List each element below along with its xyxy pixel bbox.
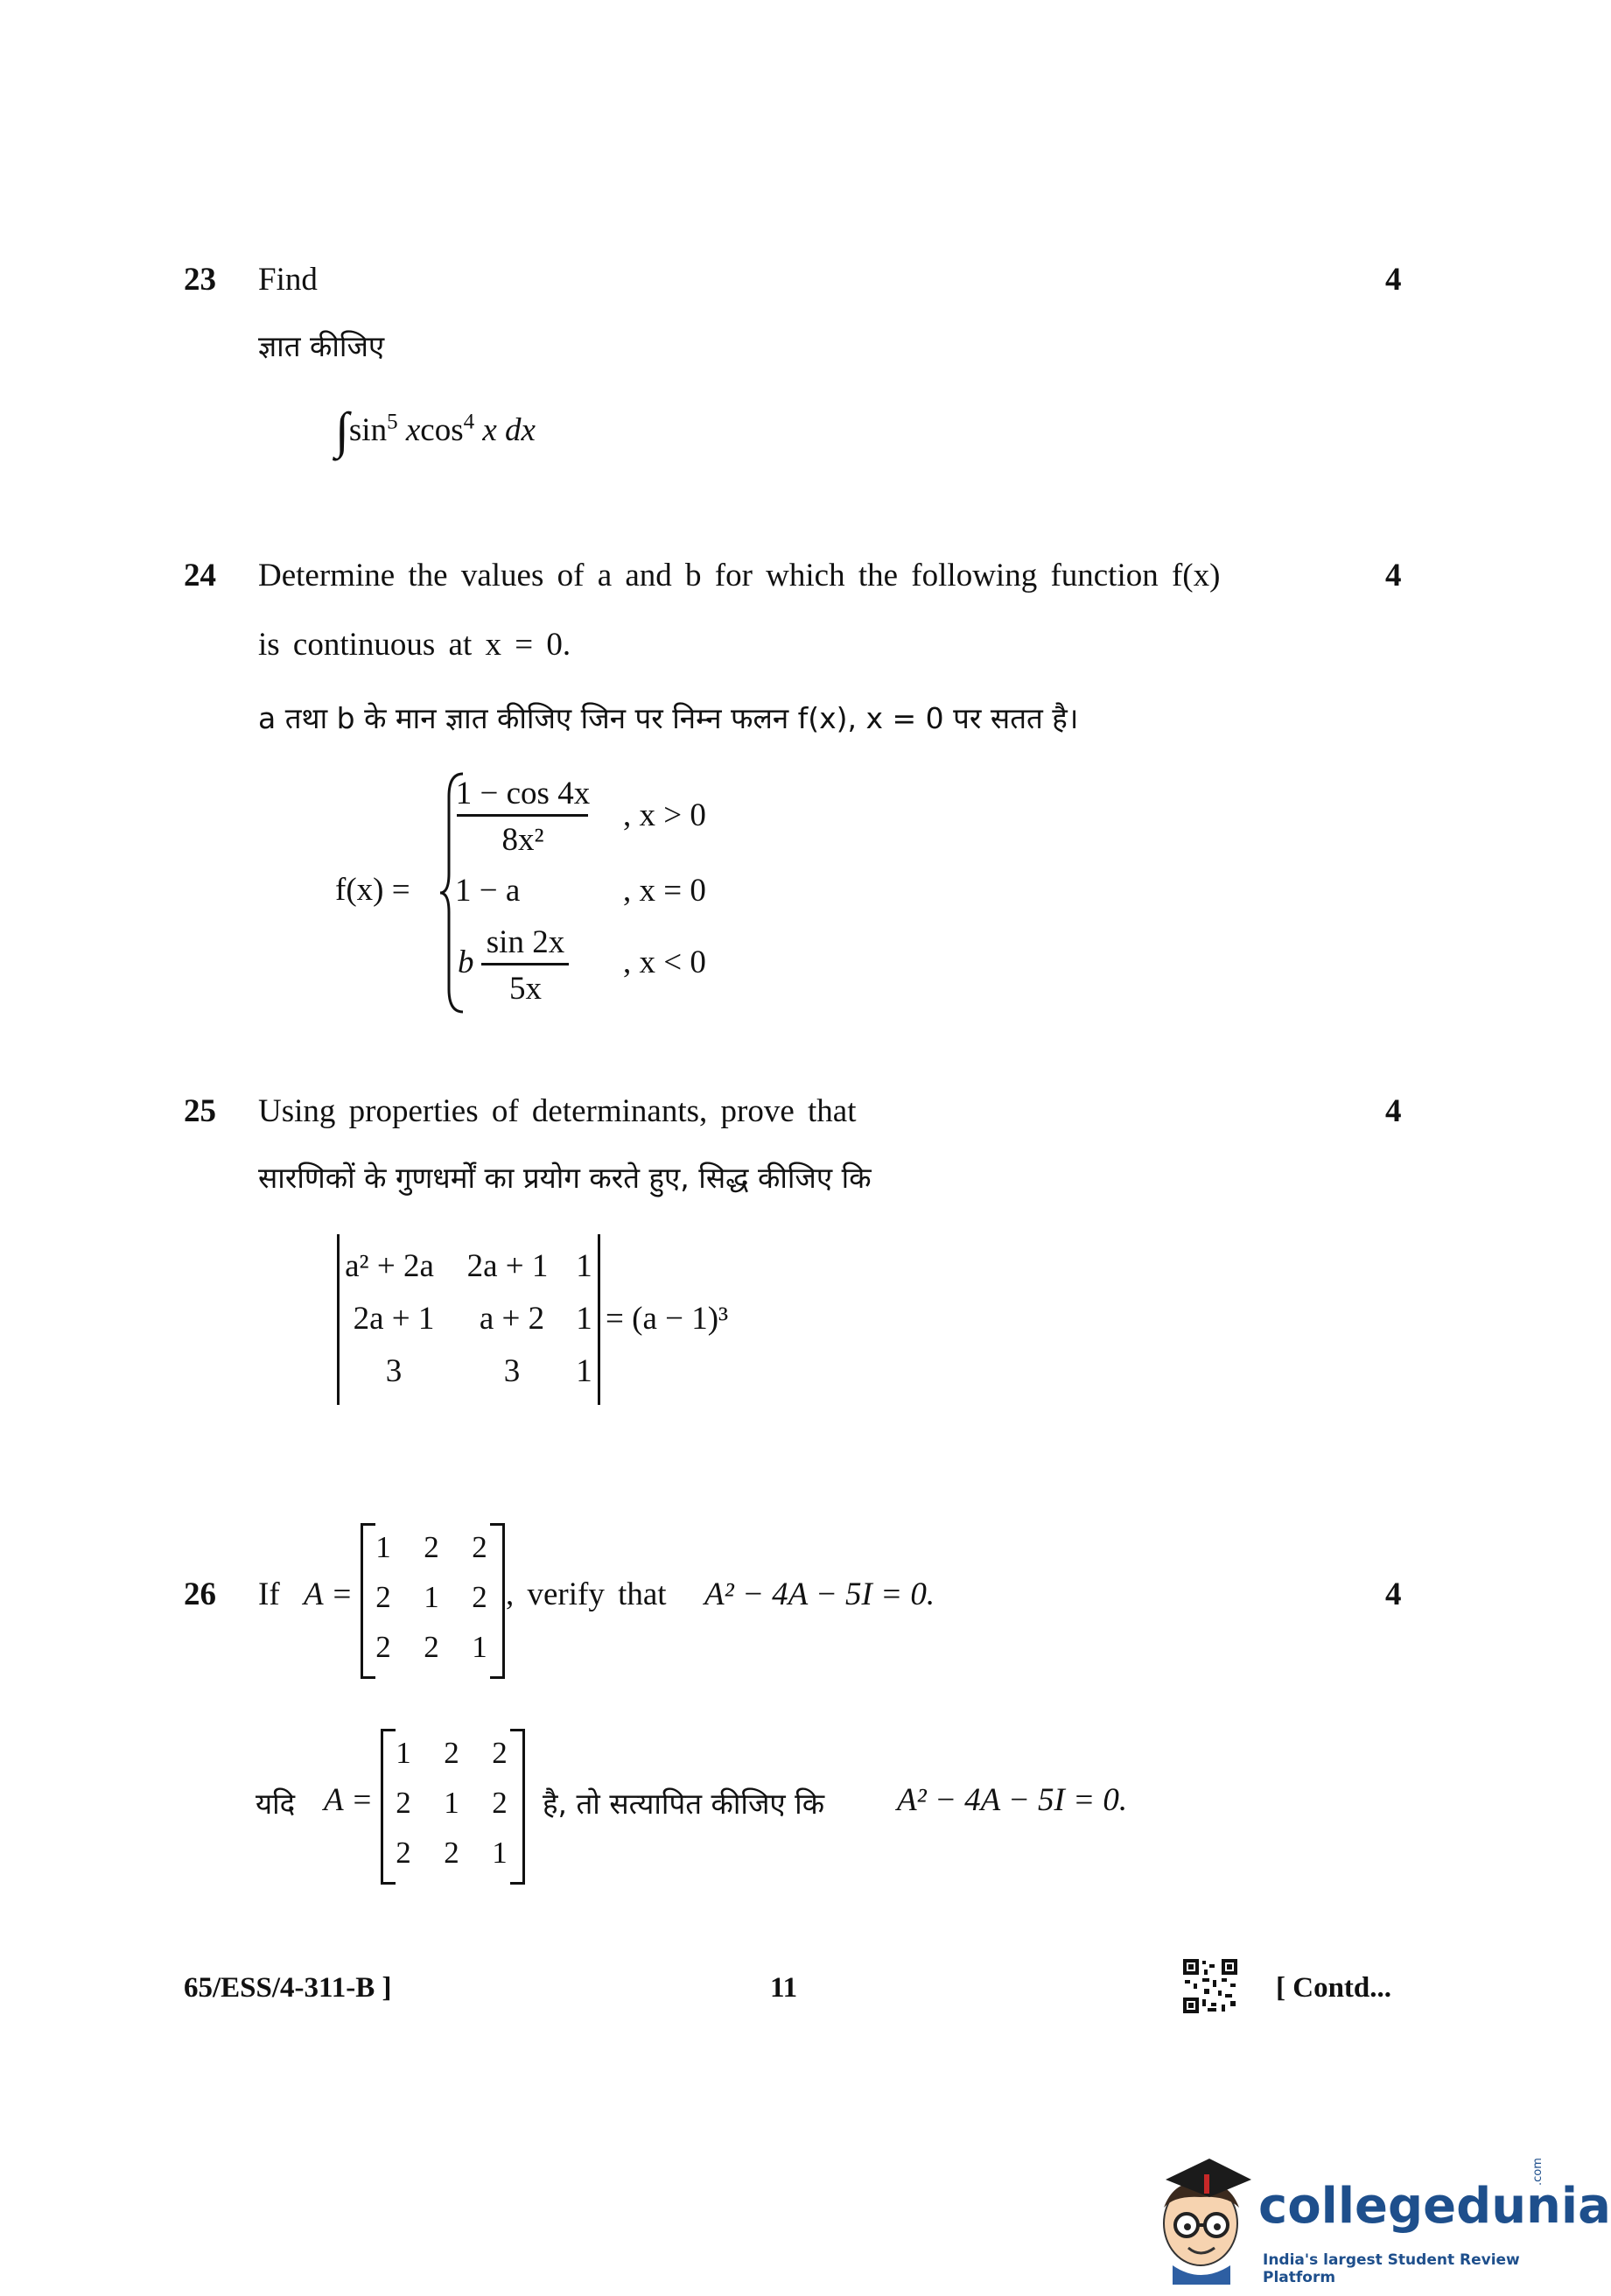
brand-tagline: India's largest Student Review Platform: [1263, 2251, 1520, 2286]
case1-condition: , x > 0: [623, 797, 706, 833]
matrix-cell: 2: [444, 1836, 459, 1870]
q26-hi-a-eq: A =: [324, 1782, 374, 1818]
matrix-cell: 2: [472, 1530, 487, 1564]
case3-fraction-bar: [481, 963, 569, 965]
qr-code-icon: [1183, 1959, 1237, 2013]
matrix-cell: 1: [472, 1630, 487, 1664]
q23-integral: $\int\sin^5$ xcos$^4$ x dx: [335, 402, 536, 459]
q26-hi-if: यदि: [256, 1787, 296, 1821]
matrix-cell: 2: [424, 1530, 439, 1564]
matrix-cell: 1: [492, 1836, 508, 1870]
matrix-cell: 2: [396, 1786, 411, 1820]
det-cell: 3: [503, 1353, 521, 1389]
brand-suffix: .com: [1531, 2158, 1544, 2186]
case2-condition: , x = 0: [623, 873, 706, 909]
q26-verify-text: , verify that: [506, 1576, 667, 1612]
determinant-left-bar: [337, 1234, 340, 1405]
matrix-cell: 2: [375, 1580, 391, 1614]
det-cell: 1: [576, 1353, 592, 1389]
matrix-cell: 2: [492, 1736, 508, 1770]
matrix-cell: 2: [424, 1630, 439, 1664]
case1-numerator: 1 − cos 4x: [455, 776, 591, 811]
question-number-26: 26: [184, 1576, 216, 1612]
q23-marks: 4: [1385, 262, 1402, 298]
matrix-cell: 2: [444, 1736, 459, 1770]
case2-value: 1 − a: [455, 873, 521, 909]
case1-denominator: 8x²: [501, 822, 544, 858]
det-cell: a² + 2a: [345, 1248, 434, 1284]
det-cell: 2a + 1: [353, 1301, 435, 1337]
matrix-cell: 2: [472, 1580, 487, 1614]
matrix-cell: 2: [375, 1630, 391, 1664]
q24-text-en-line2: is continuous at x = 0.: [258, 627, 571, 663]
det-rhs: = (a − 1)³: [606, 1301, 729, 1337]
paper-code: 65/ESS/4-311-B ]: [184, 1972, 392, 2004]
matrix-cell: 1: [396, 1736, 411, 1770]
q26-marks: 4: [1385, 1576, 1402, 1612]
q26-hi-equation: A² − 4A − 5I = 0.: [897, 1782, 1128, 1818]
matrix-cell: 1: [444, 1786, 459, 1820]
brand-name: collegedunia: [1258, 2178, 1611, 2235]
case3-coefficient: b: [458, 944, 474, 980]
matrix-cell: 2: [492, 1786, 508, 1820]
q24-text-hi: a तथा b के मान ज्ञात कीजिए जिन पर निम्न फलन f(x), x = 0 पर सतत है।: [258, 701, 1079, 735]
case3-condition: , x < 0: [623, 944, 706, 980]
matrix-cell: 1: [375, 1530, 391, 1564]
q23-text-en: Find: [258, 262, 318, 298]
det-cell: 1: [576, 1248, 592, 1284]
question-number-23: 23: [184, 262, 216, 298]
q24-fx-label: f(x) =: [335, 872, 410, 908]
q25-marks: 4: [1385, 1093, 1402, 1129]
det-cell: 1: [576, 1301, 592, 1337]
q24-text-en-line1: Determine the values of a and b for which the following function f(x): [258, 558, 1221, 593]
det-cell: 3: [385, 1353, 403, 1389]
q25-text-en: Using properties of determinants, prove that: [258, 1093, 857, 1129]
q26-equation: A² − 4A − 5I = 0.: [704, 1576, 935, 1612]
question-number-24: 24: [184, 558, 216, 593]
q26-if: If: [258, 1576, 280, 1612]
case1-fraction-bar: [457, 814, 588, 817]
continued-label: [ Contd...: [1276, 1972, 1392, 2004]
question-number-25: 25: [184, 1093, 216, 1129]
q23-text-hi: ज्ञात कीजिए: [258, 329, 385, 363]
det-cell: a + 2: [479, 1301, 545, 1337]
page-number: 11: [770, 1972, 798, 2004]
integral-sign: ∫: [335, 402, 349, 459]
matrix-cell: 1: [424, 1580, 439, 1614]
student-mascot-logo: [1148, 2153, 1251, 2285]
case3-denominator: 5x: [509, 971, 542, 1007]
q25-text-hi: सारणिकों के गुणधर्मों का प्रयोग करते हुए, सिद्ध कीजिए कि: [258, 1161, 872, 1195]
determinant-right-bar: [598, 1234, 600, 1405]
det-cell: 2a + 1: [466, 1248, 549, 1284]
q26-a-eq: A =: [304, 1576, 354, 1612]
case3-numerator: sin 2x: [486, 924, 565, 960]
matrix-cell: 2: [396, 1836, 411, 1870]
q26-hi-verify: है, तो सत्यापित कीजिए कि: [543, 1787, 825, 1821]
q24-marks: 4: [1385, 558, 1402, 593]
